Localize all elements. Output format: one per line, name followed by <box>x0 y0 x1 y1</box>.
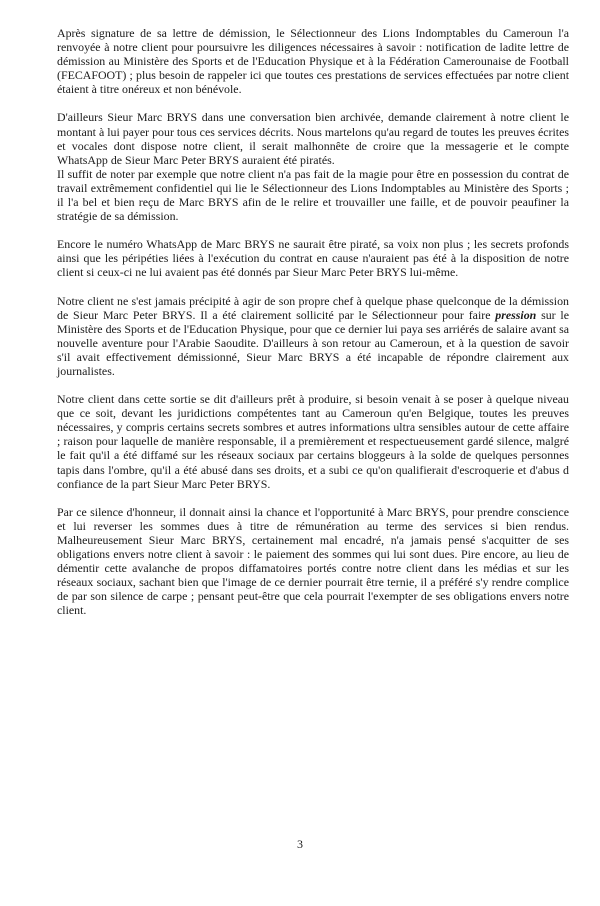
pressure-text-after: sur le Ministère des Sports et de l'Education Physique, pour que ce dernier lui paya ses arriérés de salaire avant sa nouvelle aventure pour l'Arabie Saoudite. D'ailleurs à son retour au Cameroun, et à la question de savoir s'il avait effectivement démissionné, Sieur Marc BRYS a été incapable de répondre clairement aux journalistes. <box>57 307 569 378</box>
paragraph-solicited-pressure <box>57 294 569 379</box>
pressure-text-before: Notre client ne s'est jamais précipité à agir de son propre chef à quelque phase quelconque de la démission de Sieur Marc Peter BRYS. Il a été clairement sollicité par le Sélectionneur pour faire <box>57 293 569 322</box>
document-body <box>57 26 569 617</box>
paragraph-silence-of-honour: Par ce silence d'honneur, il donnait ainsi la chance et l'opportunité à Marc BRYS, pour prendre conscience et lui reverser les sommes dues à titre de rémunération au terme des services si bien rendus. Malheureusement Sieur Marc BRYS, certainement mal encadré, n'a jamais pensé s'acquitter de ses obligations envers notre client à savoir : le paiement des sommes qui lui sont dues. Pire encore, au lieu de démentir cette avalanche de propos diffamatoires portés contre notre client dans les médias et sur les réseaux sociaux, sachant bien que l'image de ce dernier pourrait être ternie, il a préféré s'y rendre complice de par son silence de carpe ; pensant peut-être que cela pourrait l'exempter de ses obligations envers notre client. <box>57 504 569 618</box>
paragraph-ready-to-produce: Notre client dans cette sortie se dit d'ailleurs prêt à produire, si besoin venait à se poser à quelque niveau que ce soit, devant les juridictions compétentes tant au Cameroun qu'en Belgique, toutes les preuves nécessaires, y compris certains secrets sombres et autres informations ultra sensibles autour de cette affaire ; raison pour laquelle de manière responsable, il a premièrement et respectueusement gardé silence, malgré le fait qu'il a été diffamé sur les réseaux sociaux par certains bloggeurs à la solde de quelques personnes tapis dans l'ombre, qu'il a été abusé dans ses droits, et a subi ce qu'on qualifierait d'escroquerie et d'abus d confiance de la part Sieur Marc Peter BRYS. <box>57 392 569 491</box>
page-number: 3 <box>297 837 303 851</box>
paragraph-whatsapp-number: Encore le numéro WhatsApp de Marc BRYS ne saurait être piraté, sa voix non plus ; les secrets profonds ainsi que les péripéties liées à l'exécution du contrat en cause n'auraient pas été à la disposition de notre client si ceux-ci ne lui avaient pas été donnés par Sieur Marc Peter BRYS lui-même. <box>57 237 569 280</box>
paragraph-confidential-contract: Il suffit de noter par exemple que notre client n'a pas fait de la magie pour être en possession du contrat de travail extrêmement confidentiel qui lie le Sélectionneur des Lions Indomptables au Ministère des Sports ; il l'a bel et bien reçu de Marc BRYS afin de le relire et trouvailler une faille, et de pouvoir peaufiner la stratégie de sa démission. <box>57 166 569 224</box>
paragraph-archived-conversation: D'ailleurs Sieur Marc BRYS dans une conversation bien archivée, demande clairement à notre client le montant à lui payer pour tous ces services décrits. Nous martelons qu'au regard de toutes les preuves écrites et vocales dont dispose notre client, il serait malhonnête de croire que la messagerie et le compte WhatsApp de Sieur Marc Peter BRYS auraient été piratés. <box>57 110 569 167</box>
paragraph-resignation-letter: Après signature de sa lettre de démission, le Sélectionneur des Lions Indomptables du Cameroun l'a renvoyée à notre client pour poursuivre les diligences nécessaires à savoir : notification de ladite lettre de démission au Ministère des Sports et de l'Education Physique et à la Fédération Camerounaise de Football (FECAFOOT) ; plus besoin de rappeler ici que toutes ces prestations de services effectuées par notre client étaient à titre onéreux et non bénévole. <box>57 26 569 97</box>
pressure-emphasis: pression <box>495 307 537 322</box>
